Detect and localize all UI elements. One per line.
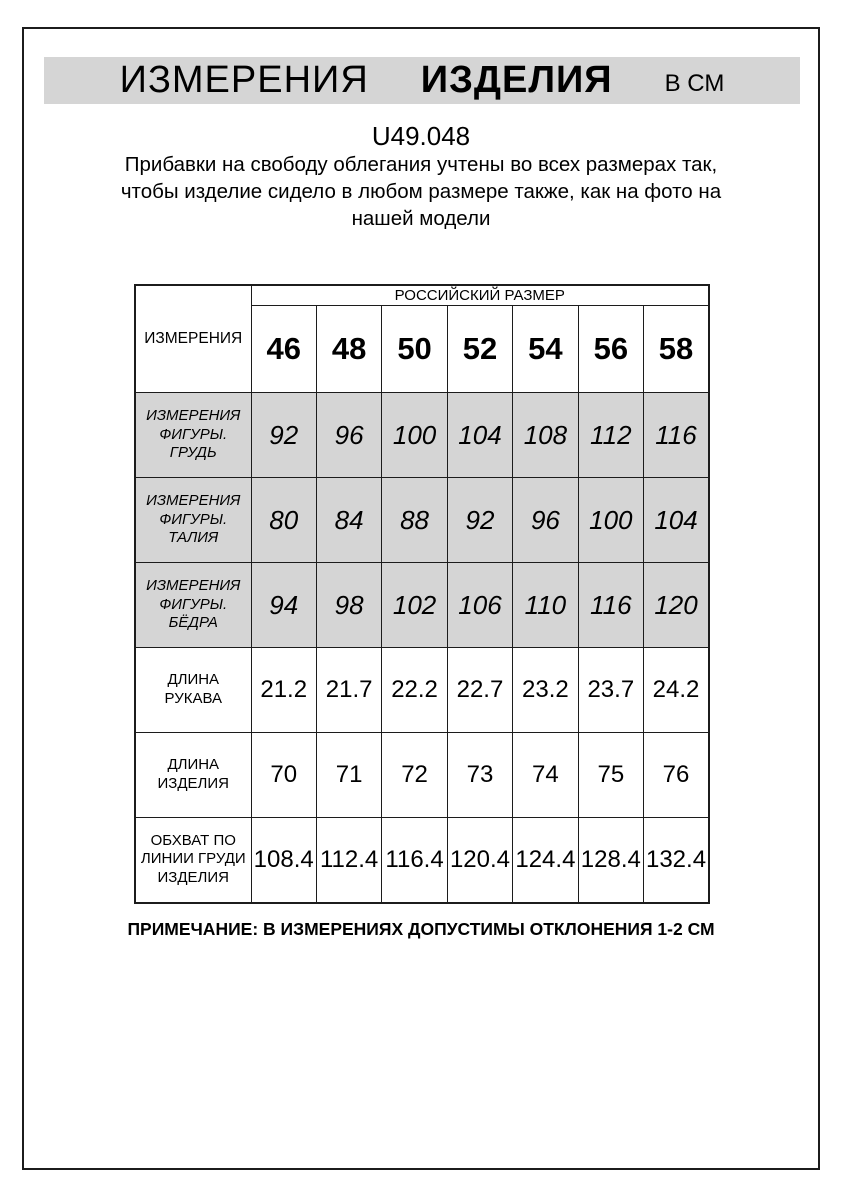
cell-value: 76 xyxy=(644,733,709,818)
cell-value: 116.4 xyxy=(382,818,447,903)
cell-value: 73 xyxy=(447,733,512,818)
cell-value: 88 xyxy=(382,478,447,563)
header-title-units: В СМ xyxy=(664,69,725,97)
cell-value: 84 xyxy=(316,478,381,563)
cell-value: 22.7 xyxy=(447,648,512,733)
header-title-measurements: ИЗМЕРЕНИЯ xyxy=(119,59,369,101)
table-group-header: РОССИЙСКИЙ РАЗМЕР xyxy=(251,285,709,306)
header-title-product: ИЗДЕЛИЯ xyxy=(420,59,613,101)
size-col-header: 54 xyxy=(513,306,578,393)
cell-value: 21.2 xyxy=(251,648,316,733)
cell-value: 70 xyxy=(251,733,316,818)
cell-value: 96 xyxy=(513,478,578,563)
cell-value: 24.2 xyxy=(644,648,709,733)
cell-value: 21.7 xyxy=(316,648,381,733)
cell-value: 100 xyxy=(578,478,643,563)
description-text: Прибавки на свободу облегания учтены во всех размерах так, чтобы изделие сидело в любом размере также, как на фото на нашей модели xyxy=(120,153,722,230)
note-text: ПРИМЕЧАНИЕ: В ИЗМЕРЕНИЯХ ДОПУСТИМЫ ОТКЛОНЕНИЯ 1-2 СМ xyxy=(127,919,715,939)
cell-value: 106 xyxy=(447,563,512,648)
size-table xyxy=(134,284,710,904)
table-group-header-row xyxy=(135,285,709,306)
size-col-header: 46 xyxy=(251,306,316,393)
cell-value: 116 xyxy=(578,563,643,648)
cell-value: 112.4 xyxy=(316,818,381,903)
size-col-header: 52 xyxy=(447,306,512,393)
cell-value: 120.4 xyxy=(447,818,512,903)
cell-value: 23.2 xyxy=(513,648,578,733)
table-row-sleeve-length xyxy=(135,648,709,733)
cell-value: 92 xyxy=(447,478,512,563)
size-col-header: 50 xyxy=(382,306,447,393)
cell-value: 128.4 xyxy=(578,818,643,903)
cell-value: 23.7 xyxy=(578,648,643,733)
header-bar xyxy=(44,57,800,104)
table-row-waist xyxy=(135,478,709,563)
cell-value: 132.4 xyxy=(644,818,709,903)
size-col-header: 48 xyxy=(316,306,381,393)
page-frame xyxy=(22,27,820,1170)
cell-value: 74 xyxy=(513,733,578,818)
table-corner-label: ИЗМЕРЕНИЯ xyxy=(135,285,251,393)
table-row-hips xyxy=(135,563,709,648)
cell-value: 72 xyxy=(382,733,447,818)
cell-value: 71 xyxy=(316,733,381,818)
article-code: U49.048 xyxy=(371,121,471,151)
cell-value: 100 xyxy=(382,393,447,478)
table-row-chest-girth-garment xyxy=(135,818,709,903)
row-label: ИЗМЕРЕНИЯ ФИГУРЫ. ГРУДЬ xyxy=(135,393,251,478)
row-label: ИЗМЕРЕНИЯ ФИГУРЫ. БЁДРА xyxy=(135,563,251,648)
size-col-header: 58 xyxy=(644,306,709,393)
cell-value: 104 xyxy=(447,393,512,478)
row-label: ДЛИНА РУКАВА xyxy=(135,648,251,733)
row-label: ИЗМЕРЕНИЯ ФИГУРЫ. ТАЛИЯ xyxy=(135,478,251,563)
cell-value: 98 xyxy=(316,563,381,648)
cell-value: 110 xyxy=(513,563,578,648)
cell-value: 102 xyxy=(382,563,447,648)
cell-value: 120 xyxy=(644,563,709,648)
row-label: ОБХВАТ ПО ЛИНИИ ГРУДИ ИЗДЕЛИЯ xyxy=(135,818,251,903)
cell-value: 94 xyxy=(251,563,316,648)
cell-value: 92 xyxy=(251,393,316,478)
cell-value: 112 xyxy=(578,393,643,478)
table-row-chest xyxy=(135,393,709,478)
size-col-header: 56 xyxy=(578,306,643,393)
cell-value: 80 xyxy=(251,478,316,563)
cell-value: 75 xyxy=(578,733,643,818)
cell-value: 22.2 xyxy=(382,648,447,733)
cell-value: 116 xyxy=(644,393,709,478)
table-row-garment-length xyxy=(135,733,709,818)
cell-value: 108.4 xyxy=(251,818,316,903)
cell-value: 108 xyxy=(513,393,578,478)
cell-value: 124.4 xyxy=(513,818,578,903)
row-label: ДЛИНА ИЗДЕЛИЯ xyxy=(135,733,251,818)
cell-value: 96 xyxy=(316,393,381,478)
cell-value: 104 xyxy=(644,478,709,563)
